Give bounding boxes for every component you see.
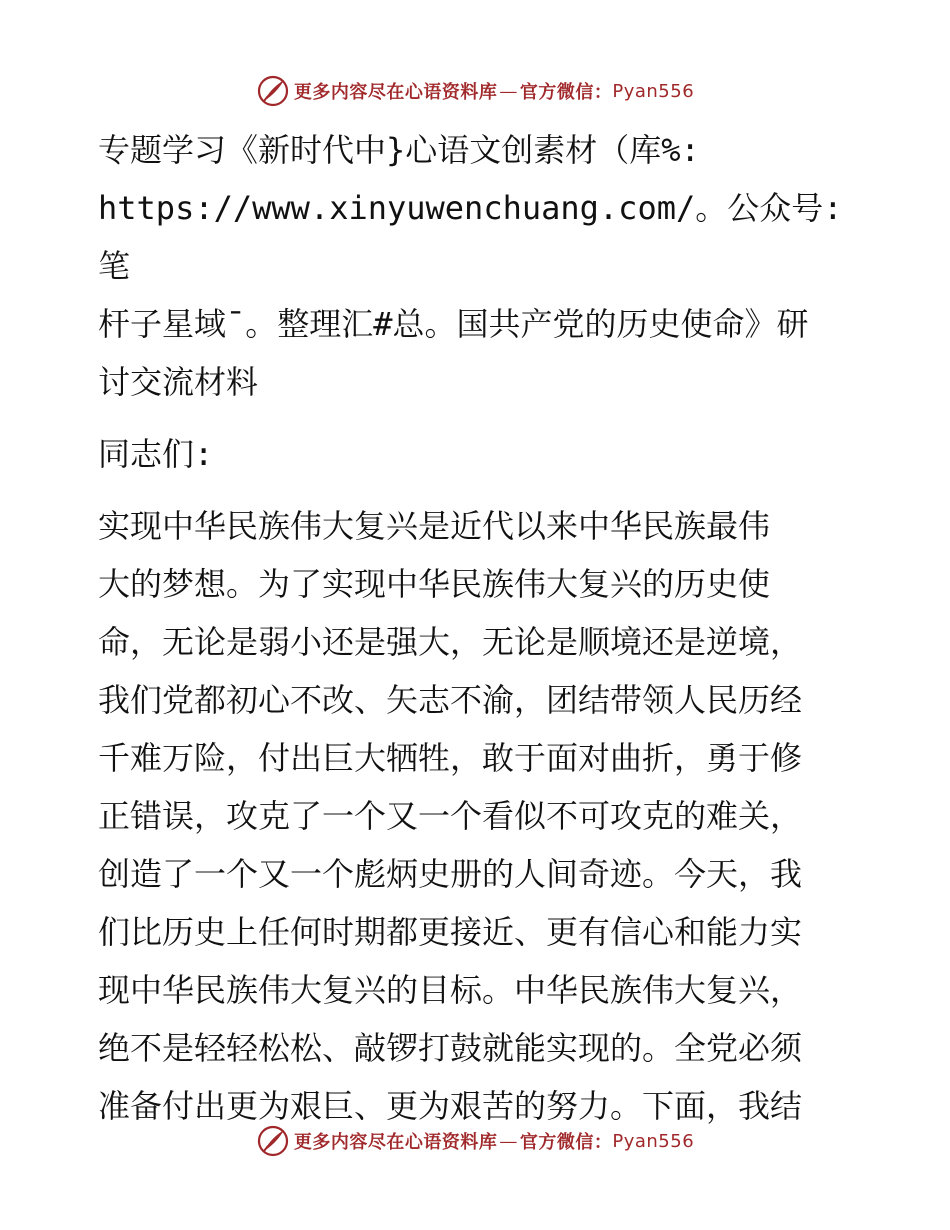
quill-pen-logo-icon — [256, 1124, 290, 1158]
banner-main-text: 更多内容尽在心语资料库 — [293, 1132, 498, 1153]
document-title: 专题学习《新时代中}心语文创素材（库%: https://www.xinyuwenchuang.com/。公众号: 笔 杆子星域¯。整理汇#总。国共产党的历史使命》研 讨交流材料 — [98, 131, 843, 401]
document-body — [98, 121, 858, 1135]
banner-wechat-id: Pyan556 — [612, 1130, 695, 1152]
salutation: 同志们: — [98, 435, 214, 473]
body-paragraph: 实现中华民族伟大复兴是近代以来中华民族最伟 大的梦想。为了实现中华民族伟大复兴的历史使 命，无论是弱小还是强大，无论是顺境还是逆境， 我们党都初心不改、矢志不渝，团结带领人民历经 千难万险，付出巨大牺牲，敢于面对曲折，勇于修 正错误，攻克了一个又一个看似不可攻克的难关， 创造了一个又一个彪炳史册的人间奇迹。今天，我 们比历史上任何时期都更接近、更有信心和能力实 现中华民族伟大复兴的目标。中华民族伟大复兴， 绝不是轻轻松松、敲锣打鼓就能实现的。全党必须 准备付出更为艰巨、更为艰苦的努力。下面，我结 — [98, 507, 803, 1125]
banner-main-text: 更多内容尽在心语资料库 — [293, 82, 498, 103]
banner-official-label: 官方微信： — [519, 82, 613, 103]
header-banner — [0, 74, 950, 108]
banner-separator: — — [499, 80, 518, 102]
banner-wechat-id: Pyan556 — [612, 80, 695, 102]
quill-pen-logo-icon — [256, 74, 290, 108]
banner-official-label: 官方微信： — [519, 1132, 613, 1153]
footer-banner — [0, 1124, 950, 1158]
banner-separator: — — [499, 1130, 518, 1152]
